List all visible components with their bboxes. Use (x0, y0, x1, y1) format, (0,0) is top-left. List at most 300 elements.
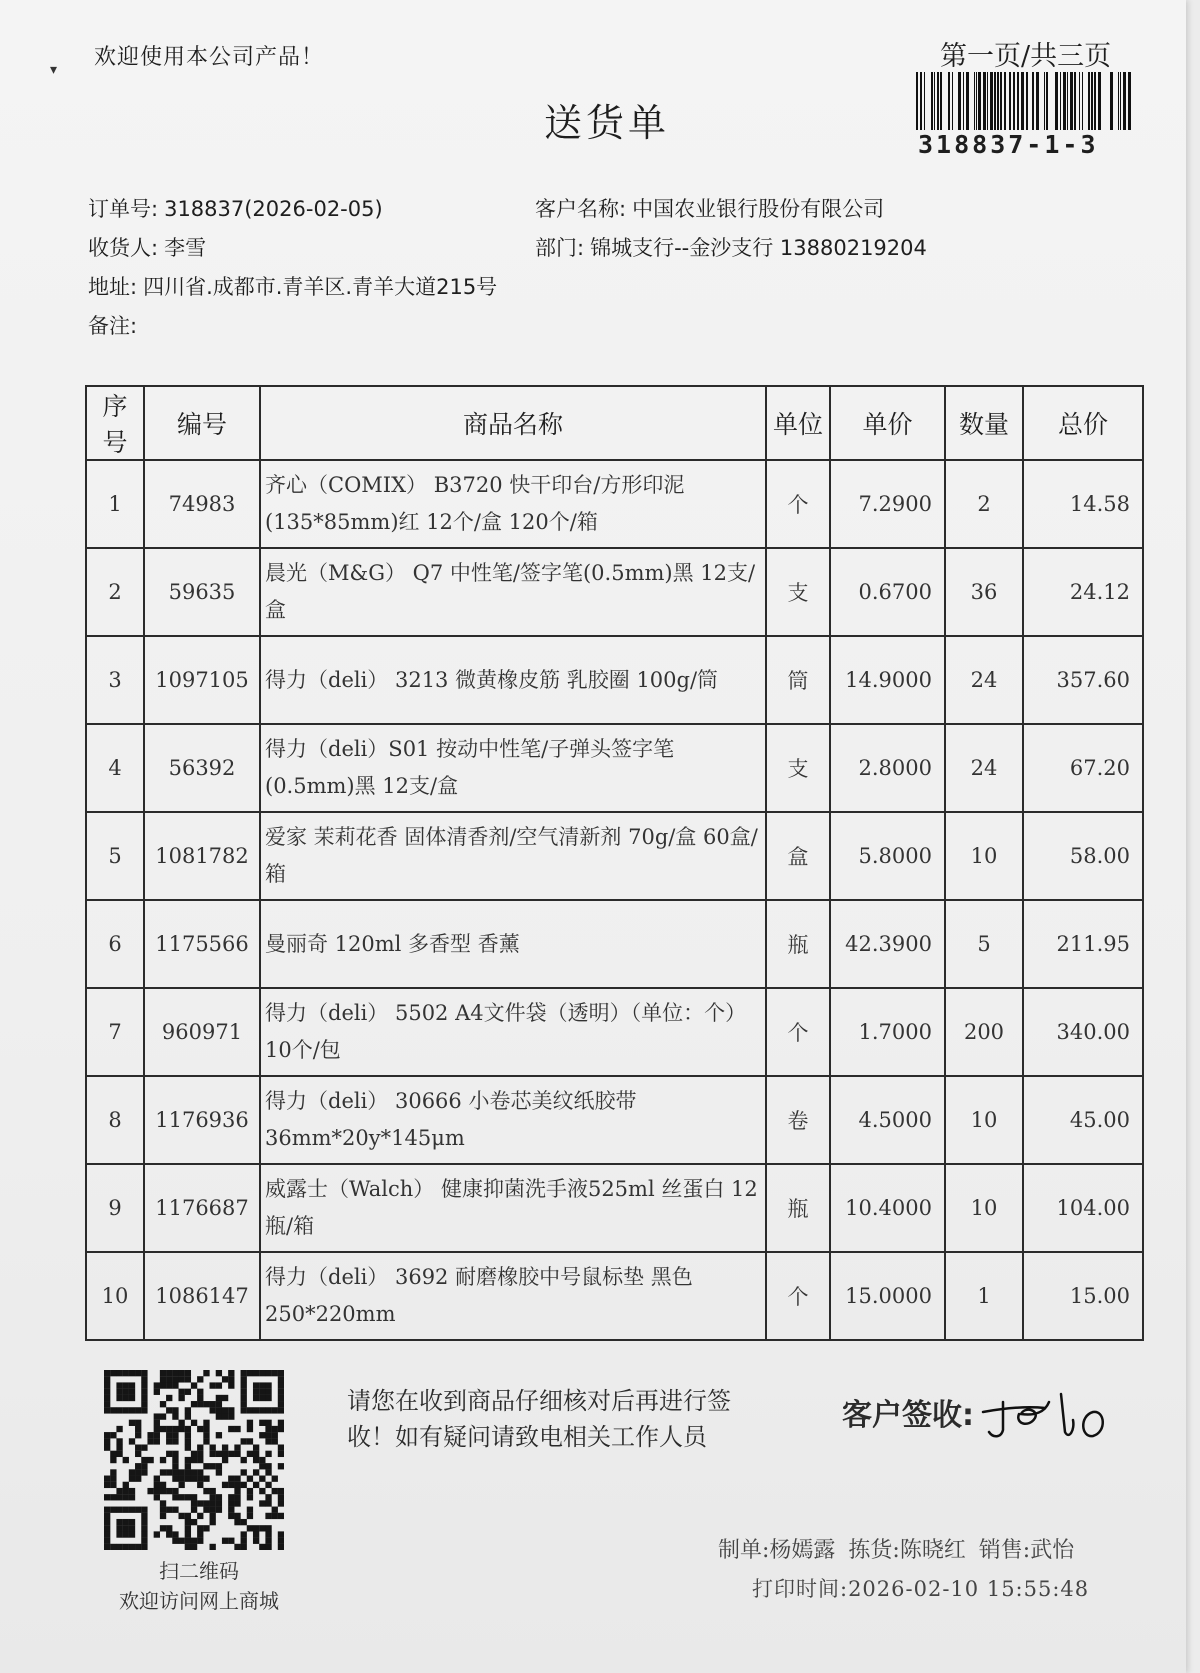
qr-module (228, 1382, 234, 1388)
qr-module (172, 1538, 178, 1544)
qr-module (241, 1382, 247, 1388)
qr-module (247, 1426, 253, 1432)
qr-module (185, 1476, 191, 1482)
qr-module (203, 1420, 209, 1426)
qr-module (272, 1370, 278, 1376)
row-total: 211.95 (1023, 900, 1143, 988)
qr-module (129, 1507, 135, 1513)
qr-module (154, 1438, 160, 1444)
qr-module (197, 1500, 203, 1506)
qr-module (178, 1389, 184, 1395)
qr-module (278, 1389, 284, 1395)
qr-module (272, 1426, 278, 1432)
row-qty: 2 (945, 460, 1023, 548)
qr-module (278, 1531, 284, 1537)
row-total: 340.00 (1023, 988, 1143, 1076)
table-row (86, 548, 1143, 636)
qr-caption (94, 1556, 304, 1616)
qr-module (259, 1382, 265, 1388)
qr-module (160, 1426, 166, 1432)
qr-module (247, 1525, 253, 1531)
qr-module (234, 1476, 240, 1482)
qr-module (110, 1507, 116, 1513)
qr-module (185, 1407, 191, 1413)
qr-module (191, 1544, 197, 1550)
qr-module (116, 1407, 122, 1413)
qr-module (203, 1488, 209, 1494)
row-qty: 24 (945, 636, 1023, 724)
qr-module (228, 1451, 234, 1457)
qr-module (160, 1370, 166, 1376)
qr-module (110, 1476, 116, 1482)
table-row (86, 812, 1143, 900)
qr-module (141, 1376, 147, 1382)
qr-module (191, 1507, 197, 1513)
qr-module (216, 1382, 222, 1388)
qr-module (116, 1382, 122, 1388)
row-seq: 2 (86, 548, 144, 636)
qr-module (222, 1451, 228, 1457)
qr-module (141, 1457, 147, 1463)
qr-module (154, 1389, 160, 1395)
qr-module (265, 1389, 271, 1395)
qr-module (172, 1531, 178, 1537)
row-seq: 8 (86, 1076, 144, 1164)
qr-caption-scan: 扫二维码 (159, 1559, 239, 1583)
qr-module (197, 1538, 203, 1544)
qr-module (147, 1488, 153, 1494)
qr-module (234, 1544, 240, 1550)
qr-module (160, 1488, 166, 1494)
qr-module (185, 1525, 191, 1531)
row-product-name: 曼丽奇 120ml 多香型 香薰 (260, 900, 766, 988)
qr-module (222, 1407, 228, 1413)
table-row (86, 1252, 1143, 1340)
qr-module (104, 1395, 110, 1401)
qr-module (210, 1451, 216, 1457)
qr-module (222, 1482, 228, 1488)
qr-module (185, 1519, 191, 1525)
qr-module (278, 1538, 284, 1544)
qr-module (123, 1389, 129, 1395)
qr-module (197, 1457, 203, 1463)
customer-label: 客户名称: (535, 197, 627, 221)
qr-module (185, 1544, 191, 1550)
qr-module (123, 1525, 129, 1531)
qr-module (166, 1525, 172, 1531)
qr-module (191, 1401, 197, 1407)
qr-module (234, 1451, 240, 1457)
qr-module (172, 1494, 178, 1500)
qr-module (247, 1370, 253, 1376)
qr-module (228, 1370, 234, 1376)
barcode-number: 318837-1-3 (918, 130, 1099, 159)
qr-module (216, 1500, 222, 1506)
row-price: 0.6700 (830, 548, 945, 636)
qr-module (203, 1401, 209, 1407)
staff-info: 制单:杨嫣露 拣货:陈晓红 销售:武怡 (718, 1538, 1075, 1563)
qr-module (123, 1519, 129, 1525)
document-title: 送货单 (544, 101, 671, 145)
qr-module (247, 1407, 253, 1413)
row-qty: 10 (945, 812, 1023, 900)
table-row (86, 636, 1143, 724)
header-unit: 单位 (766, 386, 830, 460)
row-total: 58.00 (1023, 812, 1143, 900)
qr-module (172, 1413, 178, 1419)
qr-module (160, 1457, 166, 1463)
qr-module (259, 1420, 265, 1426)
qr-module (265, 1382, 271, 1388)
qr-module (259, 1389, 265, 1395)
qr-module (135, 1407, 141, 1413)
qr-module (129, 1438, 135, 1444)
qr-module (197, 1525, 203, 1531)
qr-module (197, 1401, 203, 1407)
qr-module (123, 1482, 129, 1488)
qr-module (116, 1525, 122, 1531)
qr-module (265, 1544, 271, 1550)
qr-module (166, 1488, 172, 1494)
header-seq: 序号 (86, 386, 144, 460)
qr-module (185, 1370, 191, 1376)
receiver-label: 收货人: (88, 236, 159, 260)
row-code: 1081782 (144, 812, 260, 900)
qr-module (272, 1407, 278, 1413)
qr-module (241, 1544, 247, 1550)
qr-module (129, 1544, 135, 1550)
qr-module (216, 1469, 222, 1475)
qr-module (166, 1507, 172, 1513)
qr-module (129, 1370, 135, 1376)
qr-module (185, 1457, 191, 1463)
qr-module (141, 1382, 147, 1388)
row-total: 357.60 (1023, 636, 1143, 724)
table-row (86, 900, 1143, 988)
qr-module (278, 1488, 284, 1494)
qr-module (203, 1426, 209, 1432)
qr-module (147, 1457, 153, 1463)
qr-module (172, 1469, 178, 1475)
qr-module (228, 1538, 234, 1544)
row-product-name: 威露士（Walch） 健康抑菌洗手液525ml 丝蛋白 12瓶/箱 (260, 1164, 766, 1252)
qr-module (253, 1407, 259, 1413)
row-total: 24.12 (1023, 548, 1143, 636)
qr-module (259, 1488, 265, 1494)
qr-module (278, 1444, 284, 1450)
qr-module (154, 1420, 160, 1426)
qr-module (185, 1538, 191, 1544)
qr-module (278, 1420, 284, 1426)
row-price: 14.9000 (830, 636, 945, 724)
qr-module (203, 1525, 209, 1531)
qr-module (216, 1432, 222, 1438)
notice-text: 请您在收到商品仔细核对后再进行签收！如有疑问请致电相关工作人员 (347, 1387, 731, 1451)
qr-module (166, 1395, 172, 1401)
department-label: 部门: (535, 236, 585, 260)
qr-module (278, 1426, 284, 1432)
qr-module (265, 1432, 271, 1438)
qr-module (160, 1469, 166, 1475)
qr-module (129, 1494, 135, 1500)
qr-module (123, 1382, 129, 1388)
qr-module (178, 1395, 184, 1401)
qr-module (172, 1407, 178, 1413)
qr-module (259, 1432, 265, 1438)
qr-module (265, 1538, 271, 1544)
row-price: 15.0000 (830, 1252, 945, 1340)
qr-module (141, 1463, 147, 1469)
table-row (86, 724, 1143, 812)
qr-module (110, 1482, 116, 1488)
page-info: 第一页/共三页 (940, 41, 1112, 72)
qr-module (272, 1513, 278, 1519)
qr-module (160, 1500, 166, 1506)
qr-module (278, 1500, 284, 1506)
welcome-text: 欢迎使用本公司产品！ (94, 45, 325, 70)
items-table (85, 385, 1144, 1341)
row-seq: 6 (86, 900, 144, 988)
qr-module (216, 1401, 222, 1407)
qr-module (172, 1382, 178, 1388)
qr-module (259, 1500, 265, 1506)
qr-module (203, 1507, 209, 1513)
qr-module (172, 1463, 178, 1469)
qr-module (210, 1544, 216, 1550)
qr-module (110, 1457, 116, 1463)
qr-module (278, 1401, 284, 1407)
qr-module (116, 1444, 122, 1450)
qr-module (141, 1401, 147, 1407)
qr-module (228, 1426, 234, 1432)
qr-module (253, 1370, 259, 1376)
qr-module (216, 1407, 222, 1413)
qr-module (166, 1531, 172, 1537)
barcode-icon (916, 72, 1134, 130)
qr-module (129, 1407, 135, 1413)
qr-module (141, 1370, 147, 1376)
qr-module (241, 1389, 247, 1395)
qr-module (129, 1420, 135, 1426)
remark-label: 备注: (88, 314, 138, 338)
qr-module (154, 1476, 160, 1482)
qr-module (222, 1457, 228, 1463)
qr-module (191, 1538, 197, 1544)
qr-module (116, 1426, 122, 1432)
qr-module (129, 1469, 135, 1475)
qr-module (197, 1513, 203, 1519)
qr-module (222, 1538, 228, 1544)
qr-module (278, 1376, 284, 1382)
qr-module (278, 1544, 284, 1550)
qr-module (104, 1519, 110, 1525)
qr-module (185, 1469, 191, 1475)
qr-module (185, 1426, 191, 1432)
qr-module (141, 1395, 147, 1401)
qr-module (135, 1432, 141, 1438)
qr-module (110, 1544, 116, 1550)
row-total: 14.58 (1023, 460, 1143, 548)
row-qty: 10 (945, 1164, 1023, 1252)
qr-module (104, 1376, 110, 1382)
qr-module (253, 1525, 259, 1531)
qr-module (147, 1438, 153, 1444)
qr-module (185, 1494, 191, 1500)
qr-module (253, 1457, 259, 1463)
qr-module (123, 1531, 129, 1537)
qr-module (110, 1370, 116, 1376)
row-price: 10.4000 (830, 1164, 945, 1252)
qr-module (154, 1413, 160, 1419)
qr-module (172, 1507, 178, 1513)
qr-module (234, 1500, 240, 1506)
qr-module (253, 1382, 259, 1388)
qr-module (166, 1407, 172, 1413)
qr-module (272, 1476, 278, 1482)
qr-module (178, 1538, 184, 1544)
qr-module (278, 1370, 284, 1376)
qr-module (154, 1432, 160, 1438)
qr-module (135, 1420, 141, 1426)
qr-module (116, 1488, 122, 1494)
qr-module (197, 1469, 203, 1475)
qr-module (253, 1444, 259, 1450)
row-price: 2.8000 (830, 724, 945, 812)
row-total: 67.20 (1023, 724, 1143, 812)
qr-module (172, 1438, 178, 1444)
row-unit: 瓶 (766, 900, 830, 988)
qr-module (141, 1531, 147, 1537)
qr-module (247, 1476, 253, 1482)
qr-module (110, 1469, 116, 1475)
row-product-name: 晨光（M&G） Q7 中性笔/签字笔(0.5mm)黑 12支/盒 (260, 548, 766, 636)
qr-module (123, 1488, 129, 1494)
qr-module (265, 1482, 271, 1488)
table-header-row (86, 386, 1143, 460)
qr-module (259, 1407, 265, 1413)
qr-module (210, 1463, 216, 1469)
qr-module (253, 1538, 259, 1544)
qr-module (210, 1407, 216, 1413)
row-code: 960971 (144, 988, 260, 1076)
row-unit: 盒 (766, 812, 830, 900)
qr-module (197, 1476, 203, 1482)
row-total: 104.00 (1023, 1164, 1143, 1252)
qr-module (104, 1389, 110, 1395)
row-seq: 7 (86, 988, 144, 1076)
qr-module (272, 1507, 278, 1513)
qr-module (247, 1420, 253, 1426)
qr-module (216, 1413, 222, 1419)
qr-module (160, 1376, 166, 1382)
qr-module (123, 1507, 129, 1513)
qr-module (135, 1544, 141, 1550)
qr-module (278, 1513, 284, 1519)
qr-module (197, 1395, 203, 1401)
qr-module (272, 1432, 278, 1438)
qr-module (116, 1395, 122, 1401)
qr-module (178, 1494, 184, 1500)
qr-module (116, 1494, 122, 1500)
qr-module (191, 1451, 197, 1457)
row-qty: 36 (945, 548, 1023, 636)
qr-module (278, 1463, 284, 1469)
qr-module (253, 1482, 259, 1488)
qr-module (241, 1469, 247, 1475)
qr-module (228, 1376, 234, 1382)
row-price: 42.3900 (830, 900, 945, 988)
qr-module (197, 1444, 203, 1450)
qr-module (197, 1482, 203, 1488)
qr-module (210, 1444, 216, 1450)
qr-module (278, 1451, 284, 1457)
qr-module (178, 1370, 184, 1376)
qr-module (129, 1389, 135, 1395)
qr-module (253, 1389, 259, 1395)
qr-module (253, 1469, 259, 1475)
customer-value: 中国农业银行股份有限公司 (632, 197, 885, 221)
department-value: 锦城支行--金沙支行 13880219204 (590, 236, 927, 260)
qr-module (259, 1525, 265, 1531)
qr-module (185, 1376, 191, 1382)
qr-module (185, 1513, 191, 1519)
qr-module (247, 1488, 253, 1494)
qr-module (185, 1463, 191, 1469)
qr-module (160, 1482, 166, 1488)
qr-module (104, 1544, 110, 1550)
qr-module (265, 1438, 271, 1444)
qr-module (241, 1519, 247, 1525)
qr-module (110, 1494, 116, 1500)
qr-module (160, 1382, 166, 1388)
qr-module (265, 1426, 271, 1432)
qr-module (166, 1426, 172, 1432)
qr-module (185, 1444, 191, 1450)
qr-module (123, 1494, 129, 1500)
table-row (86, 988, 1143, 1076)
qr-module (104, 1531, 110, 1537)
qr-module (210, 1507, 216, 1513)
qr-module (104, 1476, 110, 1482)
qr-module (265, 1420, 271, 1426)
qr-module (203, 1432, 209, 1438)
qr-module (123, 1395, 129, 1401)
qr-module (160, 1413, 166, 1419)
table-row (86, 460, 1143, 548)
qr-module (265, 1407, 271, 1413)
row-qty: 10 (945, 1076, 1023, 1164)
qr-module (241, 1438, 247, 1444)
qr-module (154, 1488, 160, 1494)
qr-module (154, 1494, 160, 1500)
qr-module (278, 1382, 284, 1388)
qr-module (129, 1395, 135, 1401)
qr-module (116, 1507, 122, 1513)
qr-module (104, 1370, 110, 1376)
qr-module (191, 1469, 197, 1475)
row-product-name: 得力（deli）S01 按动中性笔/子弹头签字笔(0.5mm)黑 12支/盒 (260, 724, 766, 812)
qr-module (265, 1463, 271, 1469)
qr-module (110, 1451, 116, 1457)
qr-module (154, 1531, 160, 1537)
qr-module (185, 1389, 191, 1395)
qr-module (135, 1507, 141, 1513)
qr-module (265, 1370, 271, 1376)
qr-module (228, 1507, 234, 1513)
qr-module (197, 1376, 203, 1382)
qr-module (135, 1451, 141, 1457)
row-product-name: 爱家 茉莉花香 固体清香剂/空气清新剂 70g/盒 60盒/箱 (260, 812, 766, 900)
